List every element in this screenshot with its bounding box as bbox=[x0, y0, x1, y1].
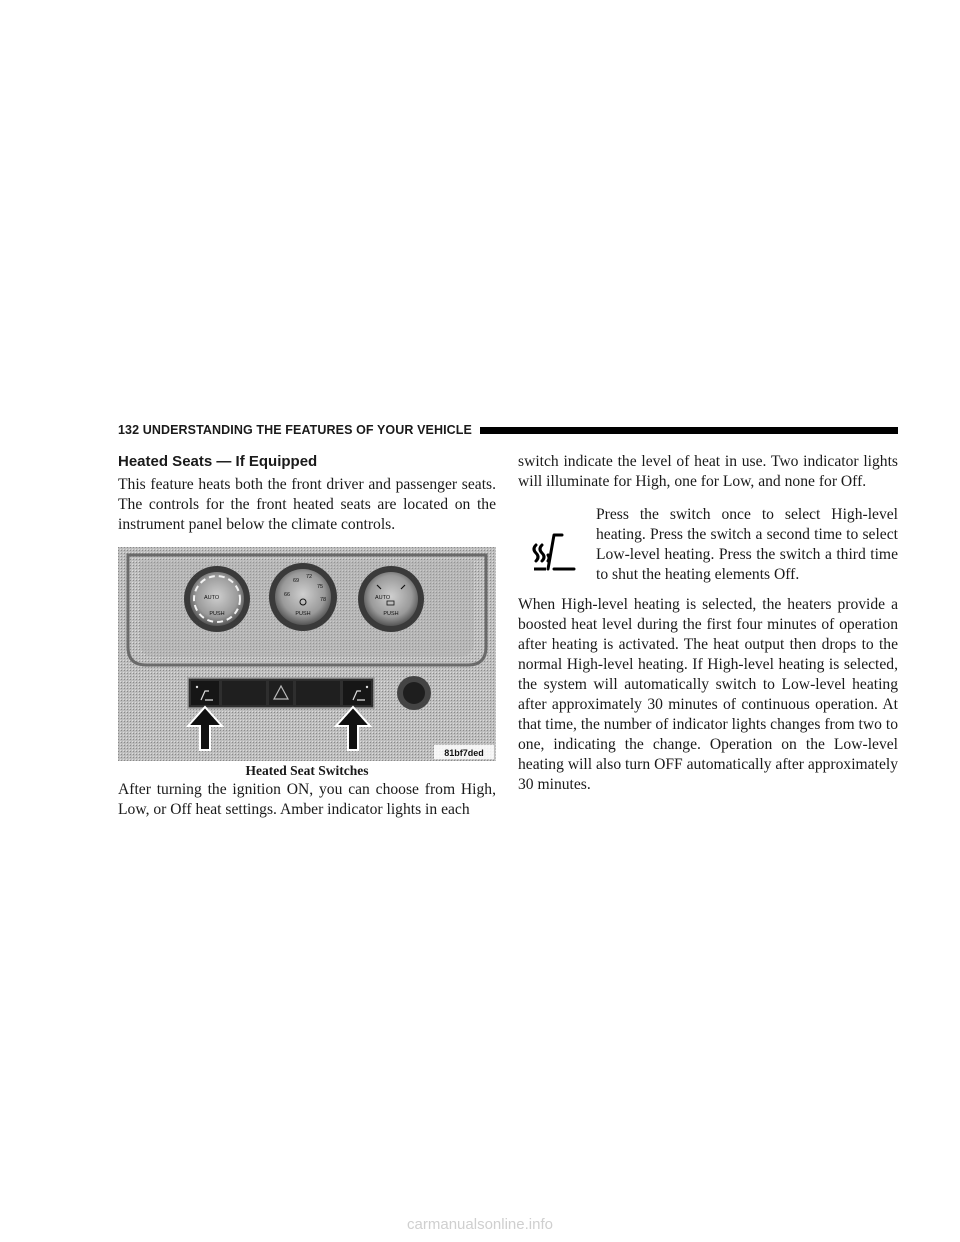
intro-paragraph: This feature heats both the front driver and passenger seats. The controls for the front heated seats are located on the instrument panel below the climate controls. bbox=[118, 476, 496, 533]
dial-right-mode: AUTO bbox=[375, 595, 391, 601]
header-rule bbox=[480, 427, 898, 434]
left-column bbox=[118, 452, 496, 820]
page-header-text bbox=[118, 423, 472, 437]
section-title: Heated Seats — If Equipped bbox=[118, 453, 318, 470]
passenger-heated-seat-switch[interactable] bbox=[343, 681, 371, 705]
paragraph-1: After turning the ignition ON, you can choose from High, Low, or Off heat settings. Amber indicator lights in each bbox=[118, 781, 496, 818]
driver-heated-seat-switch[interactable] bbox=[191, 681, 219, 705]
dial-temp-78: 78 bbox=[320, 597, 327, 603]
page-number: 132 bbox=[118, 423, 140, 437]
dial-temp-75: 75 bbox=[317, 584, 324, 590]
heated-seat-figure bbox=[118, 547, 496, 761]
climate-dial-center bbox=[269, 563, 337, 631]
paragraph-2: Press the switch once to select High-level heating. Press the switch a second time to select Low-level heating. Press the switch a third time to shut the heating elements Off. bbox=[596, 506, 898, 583]
dial-temp-69: 69 bbox=[293, 578, 300, 584]
paragraph-1-continued: switch indicate the level of heat in use. Two indicator lights will illuminate for High, one for Low, and none for Off. bbox=[518, 453, 898, 490]
figure-code: 81bf7ded bbox=[444, 748, 484, 758]
paragraph-3: When High-level heating is selected, the heaters provide a boosted heat level during the first four minutes of operation after heating is activated. The heat output then drops to the normal High-level heating. If High-level heating is selected, the system will automatically switch to Low-level heating after approximately 30 minutes of continuous operation. At that time, the number of indicator lights changes from two to one, indicating the change. Operation on the Low-level heating will also turn OFF automatically after approximately 30 minutes. bbox=[518, 596, 898, 793]
right-column bbox=[518, 452, 898, 795]
seat-switch-instruction bbox=[518, 505, 898, 585]
hazard-switch[interactable] bbox=[269, 681, 293, 705]
dial-center-push: PUSH bbox=[295, 611, 311, 617]
climate-dial-right bbox=[358, 566, 424, 632]
dial-temp-66: 66 bbox=[284, 592, 291, 598]
watermark: carmanualsonline.info bbox=[407, 1216, 553, 1233]
heated-seat-icon bbox=[526, 521, 582, 577]
dial-right-push: PUSH bbox=[383, 611, 399, 617]
dial-left-mode: AUTO bbox=[204, 595, 220, 601]
dashboard-photo bbox=[118, 547, 496, 761]
running-title: UNDERSTANDING THE FEATURES OF YOUR VEHICLE bbox=[142, 423, 472, 437]
dial-left-push: PUSH bbox=[209, 611, 225, 617]
dial-temp-72: 72 bbox=[306, 574, 313, 580]
climate-dial-left bbox=[184, 566, 250, 632]
running-header bbox=[118, 420, 898, 440]
figure-caption: Heated Seat Switches bbox=[245, 763, 369, 778]
